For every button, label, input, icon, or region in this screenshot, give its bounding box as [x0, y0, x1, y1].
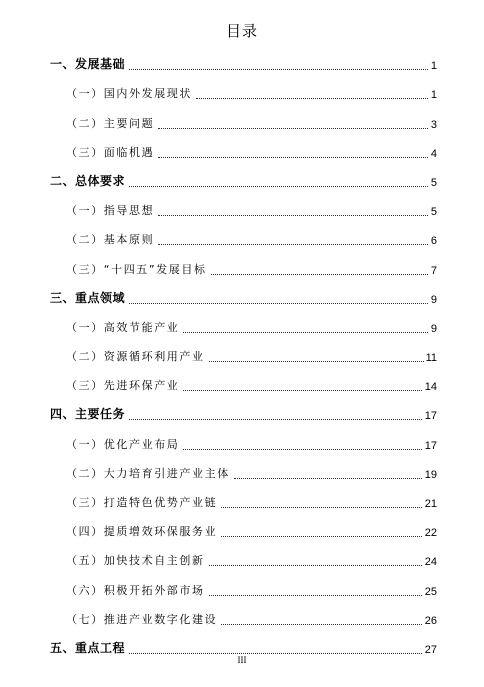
toc-chapter-entry[interactable] [0, 50, 484, 79]
toc-entry-page-number: 27 [424, 643, 437, 656]
dot-leader [183, 332, 428, 333]
toc-section-entry[interactable] [0, 313, 484, 342]
toc-section-entry[interactable] [0, 108, 484, 137]
toc-entry-page-number: 4 [430, 147, 437, 160]
toc-entry-page-number: 24 [424, 556, 437, 569]
toc-entry-page-number: 9 [430, 293, 437, 306]
toc-entry-page-number: 1 [430, 89, 437, 102]
toc-title: 目录 [225, 22, 258, 40]
dot-leader [234, 478, 428, 479]
toc-entry-page-number: 3 [430, 118, 437, 131]
toc-entry-page-number: 26 [424, 614, 437, 627]
toc-section-entry[interactable] [0, 254, 484, 283]
dot-leader [158, 244, 428, 245]
toc-entry-label: 二、总体要求 [50, 173, 126, 188]
toc-entry-page-number: 19 [424, 468, 437, 481]
dot-leader [129, 303, 428, 304]
dot-leader [129, 419, 428, 420]
dot-leader [129, 653, 428, 654]
toc-entry-page-number: 6 [430, 235, 437, 248]
toc-entry-label: （三）打造特色优势产业链 [66, 496, 218, 509]
toc-section-entry[interactable] [0, 575, 484, 604]
dot-leader [211, 274, 428, 275]
toc-chapter-entry[interactable] [0, 284, 484, 313]
toc-entry-page-number: 9 [430, 322, 437, 335]
toc-entry-label: （二）资源循环利用产业 [66, 350, 205, 364]
toc-entry-label: （一）高效节能产业 [66, 320, 180, 334]
toc-entry-label: （五）加快技术自主创新 [66, 554, 205, 568]
toc-section-entry[interactable] [0, 517, 484, 546]
toc-entry-label: （二）大力培育引进产业主体 [66, 466, 230, 480]
dot-leader [209, 361, 428, 362]
dot-leader [221, 536, 428, 537]
toc-entry-page-number: 21 [424, 498, 437, 510]
toc-section-entry[interactable] [0, 488, 484, 517]
toc-entry-label: （三）先进环保产业 [66, 379, 180, 393]
dot-leader [221, 507, 428, 508]
toc-section-entry[interactable] [0, 546, 484, 575]
toc-entry-label: （三）面临机遇 [66, 145, 155, 159]
toc-entry-page-number: 5 [430, 176, 437, 189]
toc-section-entry[interactable] [0, 459, 484, 488]
toc-entry-page-number: 25 [424, 585, 437, 598]
dot-leader [129, 186, 428, 187]
dot-leader [221, 624, 428, 625]
toc-section-entry[interactable] [0, 342, 484, 371]
toc-entry-label: （二）基本原则 [66, 233, 155, 247]
toc-entry-label: （四）提质增效环保服务业 [66, 525, 218, 539]
toc-entry-page-number: 5 [430, 206, 437, 219]
toc-entry-label: 三、重点领域 [50, 290, 126, 305]
toc-entry-page-number: 11 [425, 352, 437, 365]
toc-section-entry[interactable] [0, 138, 484, 167]
toc-entry-label: （一）优化产业布局 [66, 437, 180, 451]
toc-entry-page-number: 7 [430, 264, 437, 277]
toc-entry-page-number: 1 [430, 60, 437, 73]
toc-entry-page-number: 17 [424, 410, 437, 423]
toc-entry-label: （一）国内外发展现状 [66, 87, 192, 101]
dot-leader [158, 215, 428, 216]
toc-section-entry[interactable] [0, 429, 484, 458]
toc-section-entry[interactable] [0, 79, 484, 108]
toc-entry-label: （三）“十四五”发展目标 [66, 262, 207, 276]
toc-section-entry[interactable] [0, 371, 484, 400]
dot-leader [209, 565, 428, 566]
toc-entry-label: 一、发展基础 [50, 57, 126, 72]
dot-leader [209, 595, 428, 596]
toc-list [0, 50, 484, 663]
dot-leader [158, 128, 428, 129]
dot-leader [183, 390, 428, 391]
toc-entry-label: （七）推进产业数字化建设 [66, 612, 218, 626]
toc-section-entry[interactable] [0, 196, 484, 225]
toc-entry-label: （一）指导思想 [66, 204, 155, 218]
toc-chapter-entry[interactable] [0, 167, 484, 196]
toc-entry-page-number: 17 [424, 439, 437, 452]
toc-entry-label: 四、主要任务 [50, 407, 126, 422]
dot-leader [196, 98, 428, 99]
toc-entry-label: 五、重点工程 [50, 640, 126, 655]
toc-chapter-entry[interactable] [0, 400, 484, 429]
dot-leader [158, 157, 428, 158]
toc-section-entry[interactable] [0, 225, 484, 254]
dot-leader [183, 449, 428, 450]
dot-leader [129, 69, 428, 70]
toc-entry-label: （六）积极开拓外部市场 [66, 583, 205, 597]
page-number-footer: III [237, 655, 247, 665]
toc-entry-page-number: 14 [424, 381, 437, 394]
toc-entry-page-number: 22 [424, 527, 437, 540]
toc-section-entry[interactable] [0, 605, 484, 634]
toc-entry-label: （二）主要问题 [66, 116, 155, 130]
